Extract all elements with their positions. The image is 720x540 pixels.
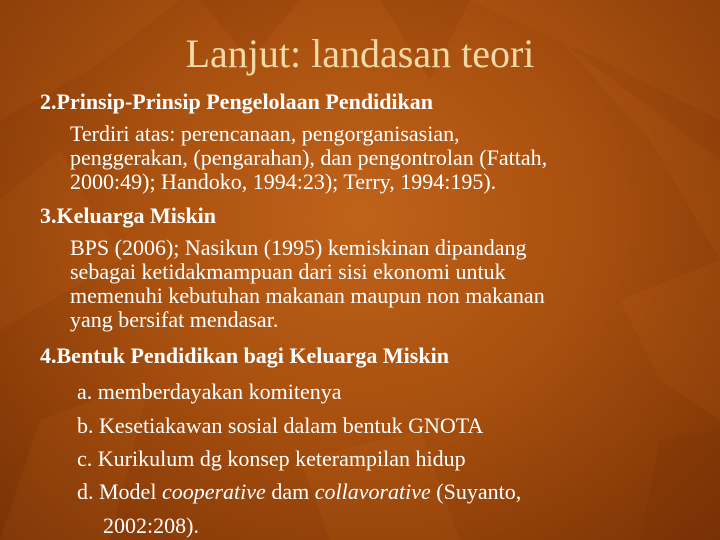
section-3-line-1: BPS (2006); Nasikun (1995) kemiskinan dipandang — [70, 235, 527, 260]
section-2-line-3: 2000:49); Handoko, 1994:23); Terry, 1994:195). — [70, 169, 497, 194]
list-item-b: b. Kesetiakawan sosial dalam bentuk GNOTA — [77, 413, 484, 438]
section-3-line-4: yang bersifat mendasar. — [70, 307, 279, 332]
list-item-d-prefix: d. Model — [77, 479, 162, 504]
section-3-line-2: sebagai ketidakmampuan dari sisi ekonomi untuk — [70, 259, 506, 284]
slide-title: Lanjut: landasan teori — [185, 31, 535, 76]
section-heading-3: 3.Keluarga Miskin — [40, 203, 217, 228]
list-item-c: c. Kurikulum dg konsep keterampilan hidup — [77, 446, 466, 471]
list-item-d-italic-cooperative: cooperative — [161, 479, 266, 504]
list-item-d-mid: dam — [265, 479, 315, 504]
list-item-d-suffix: (Suyanto, — [430, 479, 522, 504]
list-item-d-continuation: 2002:208). — [103, 513, 199, 538]
section-3-line-3: memenuhi kebutuhan makanan maupun non makanan — [70, 283, 545, 308]
list-item-a: a. memberdayakan komitenya — [77, 379, 342, 404]
section-heading-4: 4.Bentuk Pendidikan bagi Keluarga Miskin — [40, 343, 449, 368]
section-heading-2: 2.Prinsip-Prinsip Pengelolaan Pendidikan — [40, 89, 434, 114]
list-item-d-italic-collavorative: collavorative — [314, 479, 431, 504]
section-2-line-2: penggerakan, (pengarahan), dan pengontrolan (Fattah, — [70, 145, 548, 170]
section-2-line-1: Terdiri atas: perencanaan, pengorganisasian, — [70, 121, 460, 146]
list-item-d — [77, 478, 521, 505]
